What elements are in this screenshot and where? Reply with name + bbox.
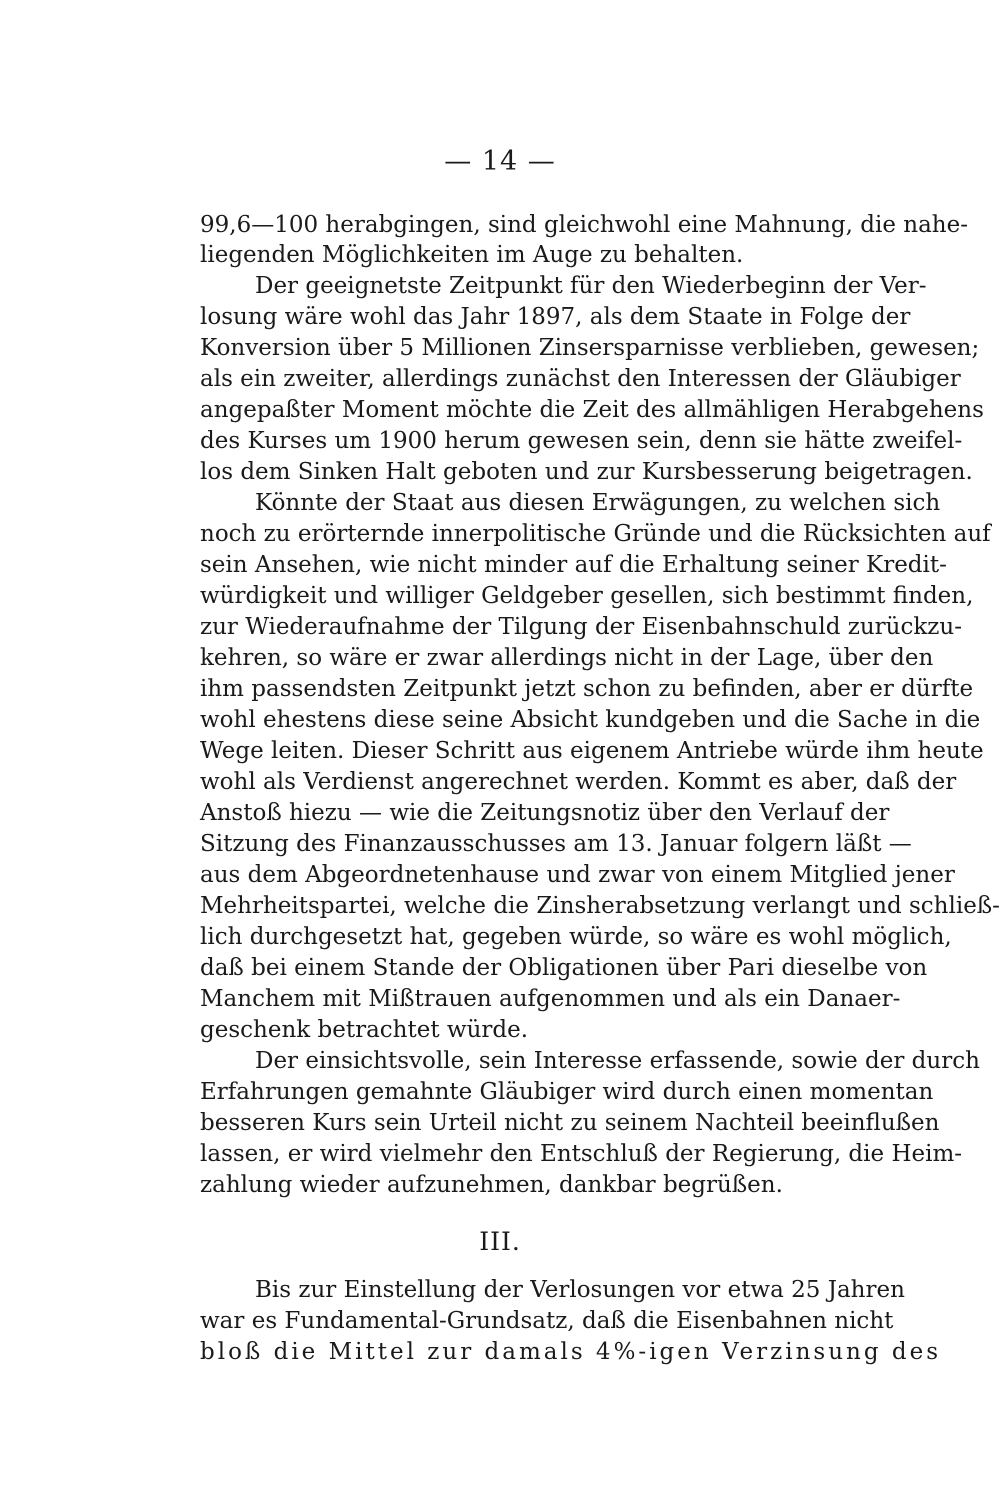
- text-line: lassen, er wird vielmehr den Entschluß der Regierung, die Heim-: [200, 1141, 963, 1167]
- text-line: Bis zur Einstellung der Verlosungen vor etwa 25 Jahren: [255, 1277, 905, 1303]
- text-line: losung wäre wohl das Jahr 1897, als dem Staate in Folge der: [200, 304, 911, 330]
- text-line: Könnte der Staat aus diesen Erwägungen, zu welchen sich: [255, 490, 941, 516]
- text-line: Manchem mit Mißtrauen aufgenommen und als ein Danaer-: [200, 986, 901, 1012]
- text-line: Sitzung des Finanzausschusses am 13. Januar folgern läßt —: [200, 831, 912, 857]
- text-line: zur Wiederaufnahme der Tilgung der Eisenbahnschuld zurückzu-: [200, 614, 962, 640]
- section-heading: III.: [479, 1227, 521, 1256]
- text-line: zahlung wieder aufzunehmen, dankbar begrüßen.: [200, 1172, 783, 1198]
- text-line: daß bei einem Stande der Obligationen über Pari dieselbe von: [200, 955, 928, 981]
- text-line: kehren, so wäre er zwar allerdings nicht in der Lage, über den: [200, 645, 934, 671]
- text-line: Mehrheitspartei, welche die Zinsherabsetzung verlangt und schließ-: [200, 893, 1000, 919]
- text-line: 99,6—100 herabgingen, sind gleichwohl eine Mahnung, die nahe-: [200, 212, 968, 238]
- text-line: los dem Sinken Halt geboten und zur Kursbesserung beigetragen.: [200, 459, 973, 485]
- text-line: Konversion über 5 Millionen Zinsersparnisse verblieben, gewesen;: [200, 335, 980, 361]
- text-line: Wege leiten. Dieser Schritt aus eigenem Antriebe würde ihm heute: [200, 738, 984, 764]
- text-line: wohl als Verdienst angerechnet werden. Kommt es aber, daß der: [200, 769, 957, 795]
- text-line: Der einsichtsvolle, sein Interesse erfassende, sowie der durch: [255, 1048, 980, 1074]
- text-line: lich durchgesetzt hat, gegeben würde, so wäre es wohl möglich,: [200, 924, 952, 950]
- text-line: liegenden Möglichkeiten im Auge zu behalten.: [200, 242, 744, 268]
- text-line: aus dem Abgeordnetenhause und zwar von einem Mitglied jener: [200, 862, 955, 888]
- text-line: Erfahrungen gemahnte Gläubiger wird durch einen momentan: [200, 1079, 934, 1105]
- text-line: geschenk betrachtet würde.: [200, 1017, 529, 1043]
- text-line: angepaßter Moment möchte die Zeit des allmähligen Herabgehens: [200, 397, 984, 423]
- text-line: ihm passendsten Zeitpunkt jetzt schon zu befinden, aber er dürfte: [200, 676, 974, 702]
- text-line: Anstoß hiezu — wie die Zeitungsnotiz über den Verlauf der: [200, 800, 890, 826]
- text-line: Der geeignetste Zeitpunkt für den Wiederbeginn der Ver-: [255, 273, 927, 299]
- text-line: besseren Kurs sein Urteil nicht zu seinem Nachteil beeinflußen: [200, 1110, 940, 1136]
- text-line: noch zu erörternde innerpolitische Gründe und die Rücksichten auf: [200, 521, 991, 547]
- text-line: bloß die Mittel zur damals 4%-igen Verzinsung des: [200, 1339, 942, 1365]
- text-line: wohl ehestens diese seine Absicht kundgeben und die Sache in die: [200, 707, 981, 733]
- text-line: als ein zweiter, allerdings zunächst den Interessen der Gläubiger: [200, 366, 961, 392]
- page-number: — 14 —: [444, 146, 556, 177]
- text-line: war es Fundamental-Grundsatz, daß die Eisenbahnen nicht: [200, 1308, 894, 1334]
- text-line: des Kurses um 1900 herum gewesen sein, denn sie hätte zweifel-: [200, 428, 963, 454]
- text-line: würdigkeit und williger Geldgeber gesellen, sich bestimmt finden,: [200, 583, 974, 609]
- text-line: sein Ansehen, wie nicht minder auf die Erhaltung seiner Kredit-: [200, 552, 947, 578]
